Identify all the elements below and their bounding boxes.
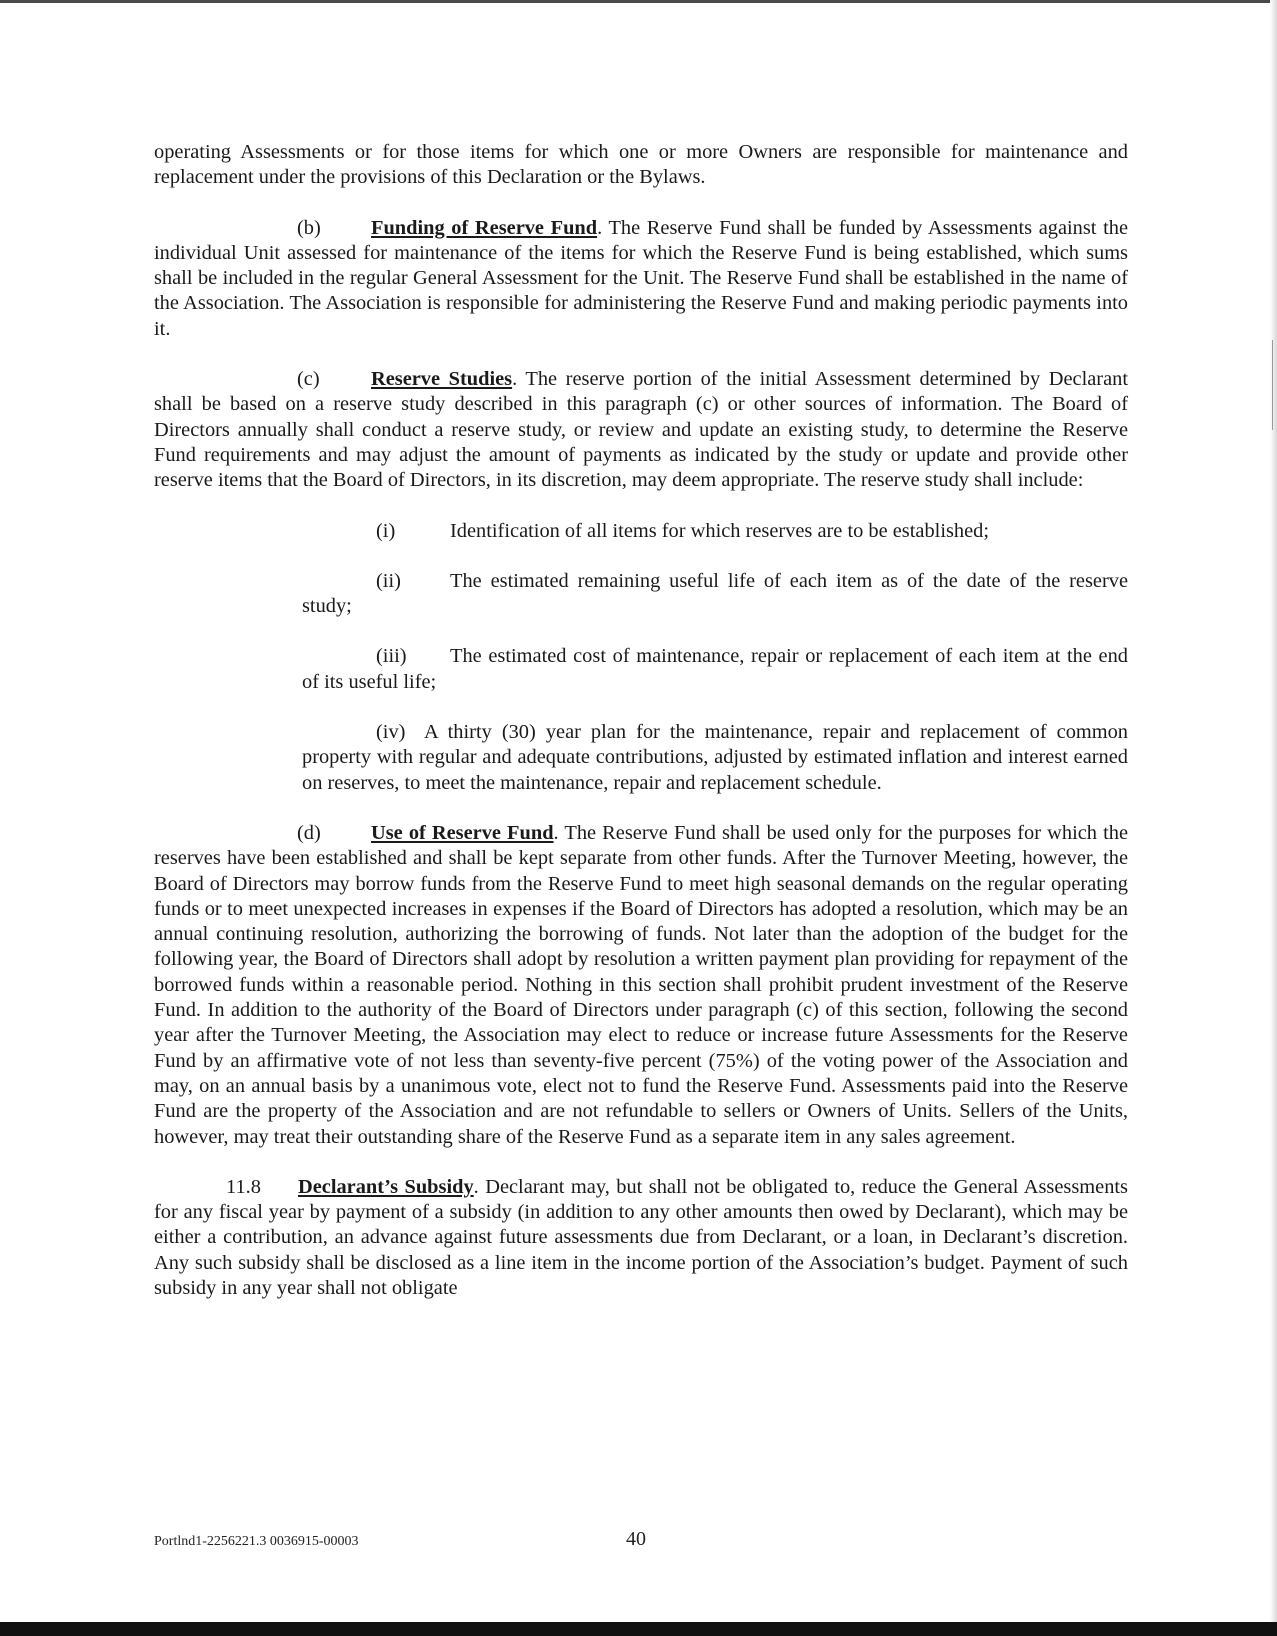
document-code: Portlnd1-2256221.3 0036915-00003 (154, 1534, 359, 1549)
item-iv-text: A thirty (30) year plan for the maintenance, repair and replacement of common property with regular and adequate contributions, adjusted by estimated inflation and interest earned on reserves, to meet the maintenance, repair and replacement schedule. (302, 721, 1128, 794)
paragraph-b-label: (b) (297, 216, 321, 239)
scan-right-edge (1270, 0, 1277, 1622)
section-11-8-number: 11.8 (226, 1175, 261, 1198)
scan-top-edge (0, 0, 1277, 3)
paragraph-c-text: . The reserve portion of the initial Assessment determined by Declarant shall be based on a reserve study described in this paragraph (c) or other sources of information. The Board of Directors annually shall conduct a reserve study, or review and update an existing study, to determine the Reserve Fund requirements and may adjust the amount of payments as indicated by the study or update and provide other reserve items that the Board of Directors, in its discretion, may deem appropriate. The reserve study shall include: (154, 368, 1128, 492)
item-ii-label: (ii) (376, 569, 401, 592)
reserve-study-item-i (302, 519, 1128, 544)
paragraph-c (154, 367, 1128, 493)
paragraph-d-heading: Use of Reserve Fund (371, 821, 554, 844)
reserve-study-item-iii (302, 644, 1128, 695)
item-i-label: (i) (376, 519, 396, 542)
page-number: 40 (626, 1528, 646, 1550)
paragraph-d-text: . The Reserve Fund shall be used only for the purposes for which the reserves have been established and shall be kept separate from other funds. After the Turnover Meeting, however, the Board of Directors may borrow funds from the Reserve Fund to meet high seasonal demands on the regular operating funds or to meet unexpected increases in expenses if the Board of Directors has adopted a resolution, which may be an annual continuing resolution, authorizing the borrowing of funds. Not later than the adoption of the budget for the following year, the Board of Directors shall adopt by resolution a written payment plan providing for repayment of the borrowed funds within a reasonable period. Nothing in this section shall prohibit prudent investment of the Reserve Fund. In addition to the authority of the Board of Directors under paragraph (c) of this section, following the second year after the Turnover Meeting, the Association may elect to reduce or increase future Assessments for the Reserve Fund by an affirmative vote of not less than seventy-five percent (75%) of the voting power of the Association and may, on an annual basis by a unanimous vote, elect not to fund the Reserve Fund. Assessments paid into the Reserve Fund are the property of the Association and are not refundable to sellers or Owners of Units. Sellers of the Units, however, may treat their outstanding share of the Reserve Fund as a separate item in any sales agreement. (154, 821, 1128, 1148)
reserve-study-item-iv (302, 720, 1128, 796)
item-iii-text: The estimated cost of maintenance, repair or replacement of each item at the end of its useful life; (302, 645, 1128, 693)
scan-right-mark (1272, 340, 1273, 430)
paragraph-d-label: (d) (297, 821, 321, 844)
intro-paragraph: operating Assessments or for those items for which one or more Owners are responsible for maintenance and replacement under the provisions of this Declaration or the Bylaws. (154, 141, 1128, 189)
section-11-8 (154, 1175, 1128, 1301)
paragraph-b-heading: Funding of Reserve Fund (371, 216, 598, 239)
item-iii-label: (iii) (376, 645, 407, 668)
item-ii-text: The estimated remaining useful life of each item as of the date of the reserve study; (302, 569, 1128, 618)
paragraph-c-label: (c) (297, 368, 320, 391)
section-11-8-heading: Declarant’s Subsidy (298, 1175, 474, 1198)
paragraph-d (154, 821, 1128, 1150)
paragraph-b (154, 216, 1128, 342)
scan-bottom-edge (0, 1622, 1277, 1636)
section-11-8-text: . Declarant may, but shall not be obligated to, reduce the General Assessments for any fiscal year by payment of a subsidy (in addition to any other amounts then owed by Declarant), which may be either a contribution, an advance against future assessments due from Declarant, or a loan, in Declarant’s discretion. Any such subsidy shall be disclosed as a line item in the income portion of the Association’s budget. Payment of such subsidy in any year shall not obligate (154, 1175, 1128, 1299)
reserve-study-item-ii (302, 569, 1128, 620)
document-body (154, 140, 1128, 1301)
item-i-text: Identification of all items for which reserves are to be established; (450, 519, 990, 542)
paragraph-b-text: . The Reserve Fund shall be funded by Assessments against the individual Unit assessed for maintenance of the items for which the Reserve Fund is being established, which sums shall be included in the regular General Assessment for the Unit. The Reserve Fund shall be established in the name of the Association. The Association is responsible for administering the Reserve Fund and making periodic payments into it. (154, 216, 1128, 340)
paragraph-c-heading: Reserve Studies (371, 368, 513, 391)
item-iv-label: (iv) (376, 721, 406, 744)
